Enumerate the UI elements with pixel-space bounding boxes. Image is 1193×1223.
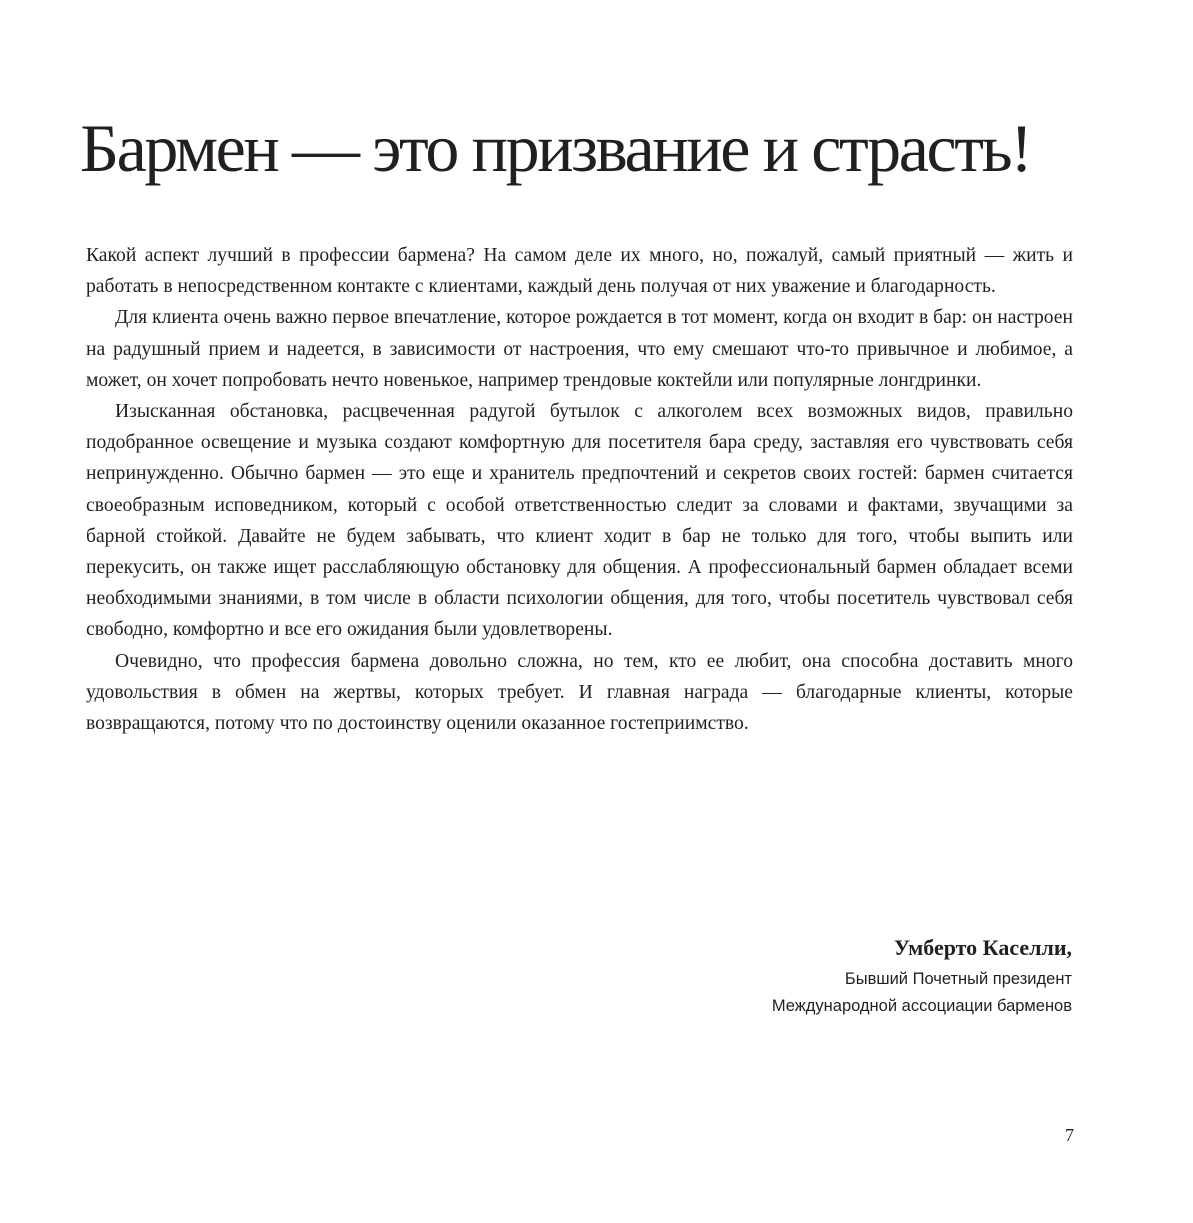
page-title: Бармен — это призвание и страсть! [80,110,1031,186]
signature-block [472,930,1072,1020]
signature-name: Умберто Каселли, [893,935,1072,960]
paragraph-2: Для клиента очень важно первое впечатление, которое рождается в тот момент, когда он входит в бар: он настроен на радушный прием и надеется, в зависимости от настроения, что ему смешают что-то привычное и любимое, а может, он хочет попробовать нечто новенькое, например трендовые коктейли или популярные лонгдринки. [86,307,1073,391]
paragraph-3: Изысканная обстановка, расцвеченная радугой бутылок с алкоголем всех возможных видов, правильно подобранное освещение и музыка создают комфортную для посетителя бара среду, заставляя его чувствовать себя непринужденно. Обычно бармен — это еще и хранитель предпочтений и секретов своих гостей: бармен считается своеобразным исповедником, который с особой ответственностью следит за словами и фактами, звучащими за барной стойкой. Давайте не будем забывать, что клиент ходит в бар не только для того, чтобы выпить или перекусить, он также ищет расслабляющую обстановку для общения. А профессиональный бармен обладает всеми необходимыми знаниями, в том числе в области психологии общения, для того, чтобы посетитель чувствовал себя свободно, комфортно и все его ожидания были удовлетворены. [86,401,1073,641]
body-text [86,240,1073,739]
signature-organization: Международной ассоциации барменов [771,997,1072,1015]
page-number: 7 [1065,1125,1074,1145]
paragraph-4: Очевидно, что профессия бармена довольно сложна, но тем, кто ее любит, она способна доставить много удовольствия в обмен на жертвы, которых требует. И главная награда — благодарные клиенты, которые возвращаются, потому что по достоинству оценили оказанное гостеприимство. [86,650,1073,735]
paragraph-1: Какой аспект лучший в профессии бармена? На самом деле их много, но, пожалуй, самый приятный — жить и работать в непосредственном контакте с клиентами, каждый день получая от них уважение и благодарность. [86,245,1073,298]
signature-position: Бывший Почетный президент [844,970,1072,988]
